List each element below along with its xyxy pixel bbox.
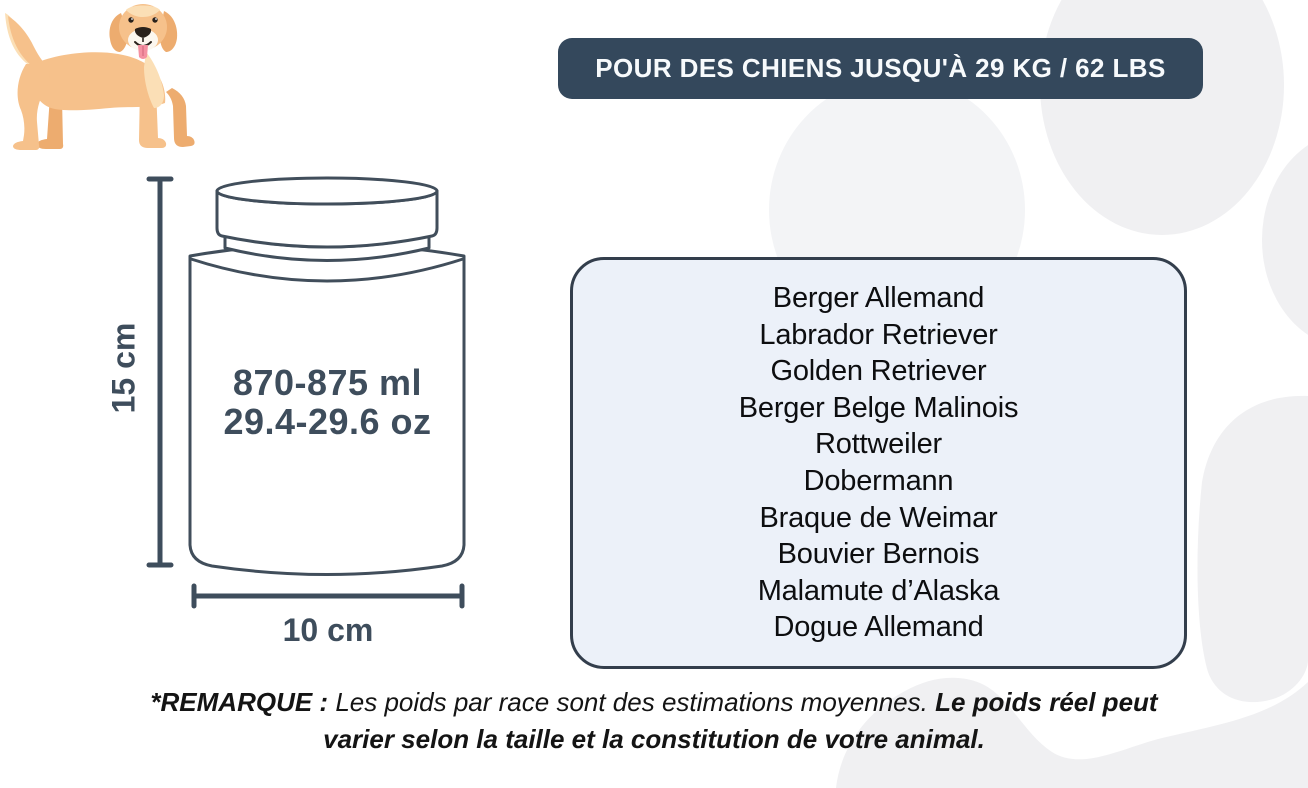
jar-lid-top [217, 178, 437, 204]
paw-toe-upper-right [1262, 132, 1308, 348]
footnote-line-2 [0, 721, 1308, 758]
footnote-regular: Les poids par race sont des estimations moyennes. [335, 687, 936, 717]
breed-list-item: Rottweiler [815, 428, 942, 461]
size-banner-label: POUR DES CHIENS JUSQU'À 29 KG / 62 LBS [595, 53, 1166, 83]
capacity-label [190, 363, 465, 441]
height-label: 15 cm [105, 322, 142, 414]
breed-list-item: Dogue Allemand [773, 611, 984, 644]
breed-list-item: Labrador Retriever [759, 318, 998, 351]
footnote-line-1 [0, 684, 1308, 721]
dog-eye-left [128, 17, 133, 22]
paw-toe-top [1040, 0, 1284, 235]
dog-eye-right-shine [155, 18, 157, 20]
breed-list-box [570, 257, 1187, 669]
breed-list-item: Braque de Weimar [759, 501, 998, 534]
capacity-ml: 870-875 ml [232, 362, 423, 403]
golden-retriever-illustration [0, 0, 195, 155]
paw-toe-right [1197, 396, 1308, 702]
breed-list-item: Bouvier Bernois [777, 538, 980, 571]
dog-eye-right [152, 17, 157, 22]
footnote [0, 684, 1308, 758]
breed-list-item: Berger Belge Malinois [738, 391, 1019, 424]
footnote-bold-1: Le poids réel peut [935, 687, 1158, 717]
breed-list-item: Golden Retriever [770, 355, 987, 388]
breed-list-item: Malamute d’Alaska [757, 574, 1000, 607]
width-label: 10 cm [282, 612, 374, 648]
dog-rear-leg-near [13, 64, 50, 150]
capacity-oz: 29.4-29.6 oz [223, 401, 432, 442]
size-banner [558, 38, 1203, 99]
breed-list-item: Dobermann [803, 465, 954, 497]
dog-front-leg-far [166, 88, 195, 147]
breed-list-item: Berger Allemand [772, 282, 985, 315]
footnote-bold-2: varier selon la taille et la constitution de votre animal. [323, 724, 985, 754]
dog-eye-left-shine [131, 18, 133, 20]
footnote-prefix: *REMARQUE : [150, 687, 336, 717]
